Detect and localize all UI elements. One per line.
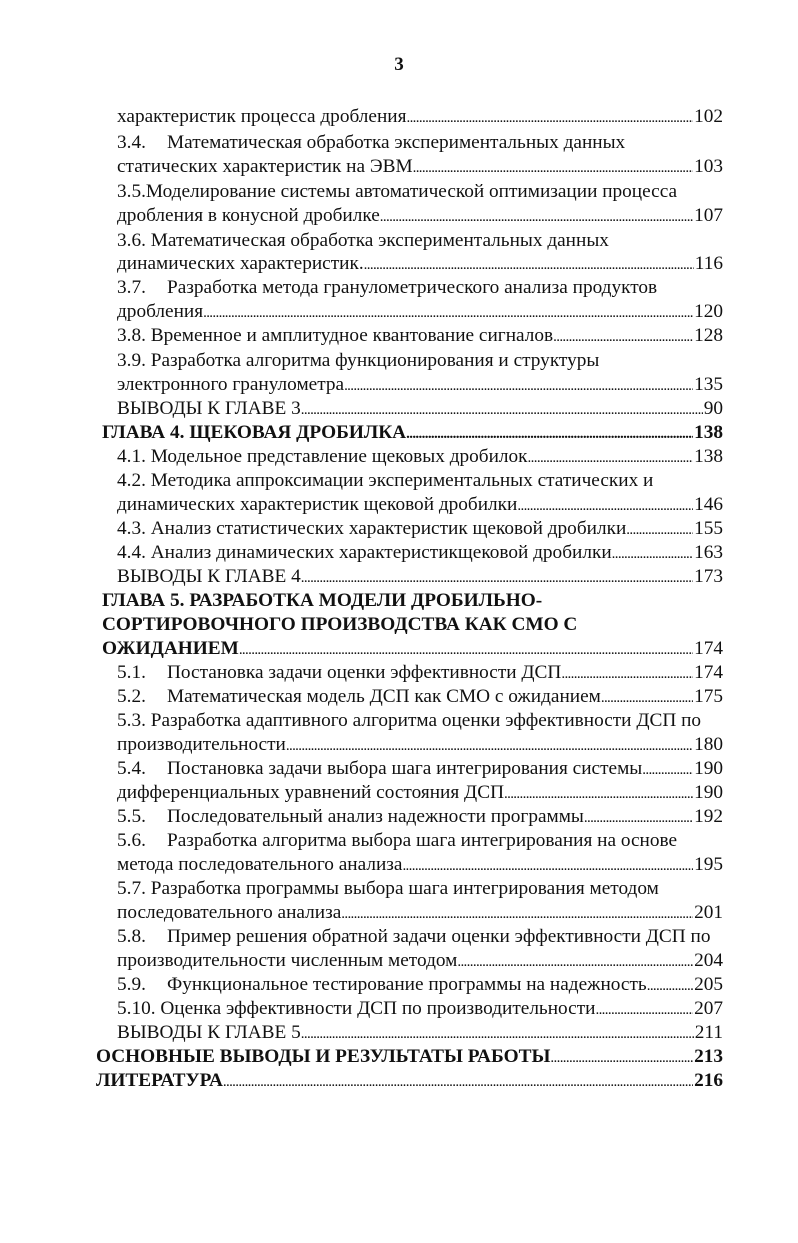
dot-leader: [528, 445, 694, 470]
toc-entry: [117, 445, 723, 469]
toc-entry-page: 211: [694, 1022, 723, 1043]
dot-leader: [203, 300, 693, 325]
toc-entry: [117, 276, 723, 300]
toc-entry: [117, 229, 723, 253]
toc-entry: [117, 180, 723, 204]
dot-leader: [301, 1021, 694, 1046]
dot-leader: [344, 373, 693, 398]
toc-entry-text: ГЛАВА 5. РАЗРАБОТКА МОДЕЛИ ДРОБИЛЬНО-: [102, 590, 543, 611]
toc-entry-text: 5.3. Разработка адаптивного алгоритма оценки эффективности ДСП по: [117, 710, 702, 731]
toc-entry: [117, 949, 723, 973]
dot-leader: [406, 421, 693, 446]
toc-entry-page: 205: [694, 974, 723, 995]
toc-entry-text: динамических характеристик.: [117, 253, 364, 274]
toc-entry-text: производительности численным методом: [117, 950, 458, 971]
toc-entry-text: Функциональное тестирование программы на надежность: [167, 974, 647, 995]
toc-entry: [117, 105, 723, 129]
dot-leader: [642, 757, 693, 782]
dot-leader: [413, 155, 693, 180]
toc-entry-page: 102: [694, 106, 723, 127]
dot-leader: [517, 493, 693, 518]
toc-entry-number: 5.2.: [117, 686, 146, 707]
toc-entry: [117, 541, 723, 565]
toc-chapter: [102, 421, 723, 445]
toc-entry-page: 180: [694, 734, 723, 755]
toc-entry: [117, 324, 723, 348]
toc-entry: [117, 661, 723, 685]
toc-entry-page: 201: [694, 902, 723, 923]
toc-entry-page: 163: [694, 542, 723, 563]
toc-entry-text: Пример решения обратной задачи оценки эффективности ДСП по: [167, 926, 711, 947]
toc-entry: [117, 805, 723, 829]
toc-entry-text: 5.10. Оценка эффективности ДСП по производительности: [117, 998, 596, 1019]
toc-entry: [117, 853, 723, 877]
toc-entry-text: Разработка алгоритма выбора шага интегрирования на основе: [167, 830, 678, 851]
toc-entry-text: Постановка задачи оценки эффективности ДСП: [167, 662, 562, 683]
toc-entry: [117, 829, 723, 853]
dot-leader: [286, 733, 693, 758]
toc-entry-text: электронного гранулометра: [117, 374, 345, 395]
toc-entry: [117, 204, 723, 228]
toc-entry: [117, 781, 723, 805]
toc-entry-page: 207: [694, 998, 723, 1019]
toc-entry-text: характеристик процесса дробления: [117, 106, 407, 127]
toc-entry-text: Математическая обработка экспериментальных данных: [167, 132, 626, 153]
toc-entry-page: 216: [694, 1070, 723, 1091]
toc-entry-page: 107: [694, 205, 723, 226]
toc-entry-page: 204: [694, 950, 723, 971]
dot-leader: [239, 637, 693, 662]
toc-entry-page: 138: [694, 422, 723, 443]
toc-entry-page: 213: [694, 1046, 723, 1067]
toc-chapter: [96, 1069, 723, 1093]
toc-entry-text: ВЫВОДЫ К ГЛАВЕ 5: [117, 1022, 301, 1043]
toc-chapter: [96, 1045, 723, 1069]
dot-leader: [612, 541, 693, 566]
toc-entry-number: 5.9.: [117, 974, 146, 995]
toc-entry: [117, 877, 723, 901]
dot-leader: [402, 853, 693, 878]
toc-entry-text: производительности: [117, 734, 286, 755]
page-number: 3: [394, 54, 404, 75]
toc-entry-text: статических характеристик на ЭВМ: [117, 156, 413, 177]
dot-leader: [550, 1045, 693, 1070]
toc-entry-page: 155: [694, 518, 723, 539]
toc-entry-text: 3.6. Математическая обработка экспериментальных данных: [117, 230, 609, 251]
toc-entry-page: 103: [694, 156, 723, 177]
toc-entry-page: 116: [694, 253, 723, 274]
toc-entry-text: Постановка задачи выбора шага интегрирования системы: [167, 758, 643, 779]
toc-entry-text: Математическая модель ДСП как СМО с ожиданием: [167, 686, 601, 707]
dot-leader: [301, 397, 703, 422]
toc-entry-text: Разработка метода гранулометрического анализа продуктов: [167, 277, 658, 298]
toc-entry-page: 128: [694, 325, 723, 346]
toc-entry-number: 5.6.: [117, 830, 146, 851]
toc-entry-number: 5.5.: [117, 806, 146, 827]
toc-entry: [117, 685, 723, 709]
dot-leader: [406, 105, 693, 130]
toc-chapter: [102, 589, 723, 613]
toc-entry-text: СОРТИРОВОЧНОГО ПРОИЗВОДСТВА КАК СМО С: [102, 614, 578, 635]
toc-entry-text: 4.1. Модельное представление щековых дробилок: [117, 446, 528, 467]
dot-leader: [626, 517, 693, 542]
toc-entry-text: ЛИТЕРАТУРА: [96, 1070, 223, 1091]
toc-entry-text: метода последовательного анализа: [117, 854, 403, 875]
toc-entry: [117, 757, 723, 781]
toc-entry-text: 3.5.Моделирование системы автоматической оптимизации процесса: [117, 181, 678, 202]
toc-entry-page: 90: [703, 398, 723, 419]
toc-entry: [117, 373, 723, 397]
toc-entry-text: ОЖИДАНИЕМ: [102, 638, 239, 659]
toc-chapter: [102, 637, 723, 661]
toc-entry: [117, 997, 723, 1021]
toc-entry-page: 135: [694, 374, 723, 395]
toc-entry-text: ВЫВОДЫ К ГЛАВЕ 4: [117, 566, 301, 587]
toc-entry-number: 5.4.: [117, 758, 146, 779]
toc-entry-page: 190: [694, 782, 723, 803]
toc-entry-number: 5.8.: [117, 926, 146, 947]
toc-entry: [117, 469, 723, 493]
toc-entry-page: 190: [694, 758, 723, 779]
toc-entry-text: ВЫВОДЫ К ГЛАВЕ 3: [117, 398, 301, 419]
toc-entry: [117, 349, 723, 373]
toc-entry-text: 4.3. Анализ статистических характеристик щековой дробилки: [117, 518, 627, 539]
toc-entry-text: 4.4. Анализ динамических характеристикщековой дробилки: [117, 542, 612, 563]
dot-leader: [553, 324, 693, 349]
toc-entry: [117, 925, 723, 949]
toc-entry-page: 120: [694, 301, 723, 322]
toc-entry: [117, 517, 723, 541]
toc-entry: [117, 300, 723, 324]
toc-entry: [117, 155, 723, 179]
toc-entry-text: 5.7. Разработка программы выбора шага интегрирования методом: [117, 878, 659, 899]
dot-leader: [647, 973, 693, 998]
toc-entry-page: 195: [694, 854, 723, 875]
toc-entry-page: 146: [694, 494, 723, 515]
toc-entry-text: Последовательный анализ надежности программы: [167, 806, 584, 827]
toc-entry: [117, 1021, 723, 1045]
toc-entry-text: 4.2. Методика аппроксимации экспериментальных статических и: [117, 470, 654, 491]
dot-leader: [561, 661, 693, 686]
dot-leader: [301, 565, 693, 590]
dot-leader: [457, 949, 693, 974]
toc-entry-page: 192: [694, 806, 723, 827]
toc-entry: [117, 565, 723, 589]
dot-leader: [223, 1069, 693, 1094]
toc-entry-text: динамических характеристик щековой дробилки: [117, 494, 518, 515]
toc-entry: [117, 131, 723, 155]
toc-entry: [117, 733, 723, 757]
toc-chapter: [102, 613, 723, 637]
dot-leader: [601, 685, 693, 710]
dot-leader: [595, 997, 693, 1022]
dot-leader: [584, 805, 693, 830]
toc-entry: [117, 493, 723, 517]
toc-entry-number: 5.1.: [117, 662, 146, 683]
toc-entry-text: 3.8. Временное и амплитудное квантование сигналов: [117, 325, 554, 346]
toc-entry-text: дробления в конусной дробилке: [117, 205, 380, 226]
toc-entry-page: 138: [694, 446, 723, 467]
toc-entry-number: 3.7.: [117, 277, 146, 298]
toc-entry-text: последовательного анализа: [117, 902, 342, 923]
dot-leader: [380, 204, 693, 229]
toc-entry: [117, 252, 723, 276]
toc-entry-page: 174: [694, 638, 723, 659]
dot-leader: [364, 252, 694, 277]
toc-entry-text: ГЛАВА 4. ЩЕКОВАЯ ДРОБИЛКА: [102, 422, 407, 443]
toc-entry-text: 3.9. Разработка алгоритма функционирования и структуры: [117, 350, 600, 371]
toc-entry-page: 173: [694, 566, 723, 587]
toc-entry-page: 174: [694, 662, 723, 683]
toc-entry: [117, 901, 723, 925]
dot-leader: [341, 901, 693, 926]
toc-entry-page: 175: [694, 686, 723, 707]
toc-entry: [117, 973, 723, 997]
toc-entry-text: дифференциальных уравнений состояния ДСП: [117, 782, 504, 803]
toc-entry-text: дробления: [117, 301, 204, 322]
toc-entry-number: 3.4.: [117, 132, 146, 153]
dot-leader: [504, 781, 693, 806]
toc-entry: [117, 709, 723, 733]
toc-entry: [117, 397, 723, 421]
toc-entry-text: ОСНОВНЫЕ ВЫВОДЫ И РЕЗУЛЬТАТЫ РАБОТЫ: [96, 1046, 551, 1067]
